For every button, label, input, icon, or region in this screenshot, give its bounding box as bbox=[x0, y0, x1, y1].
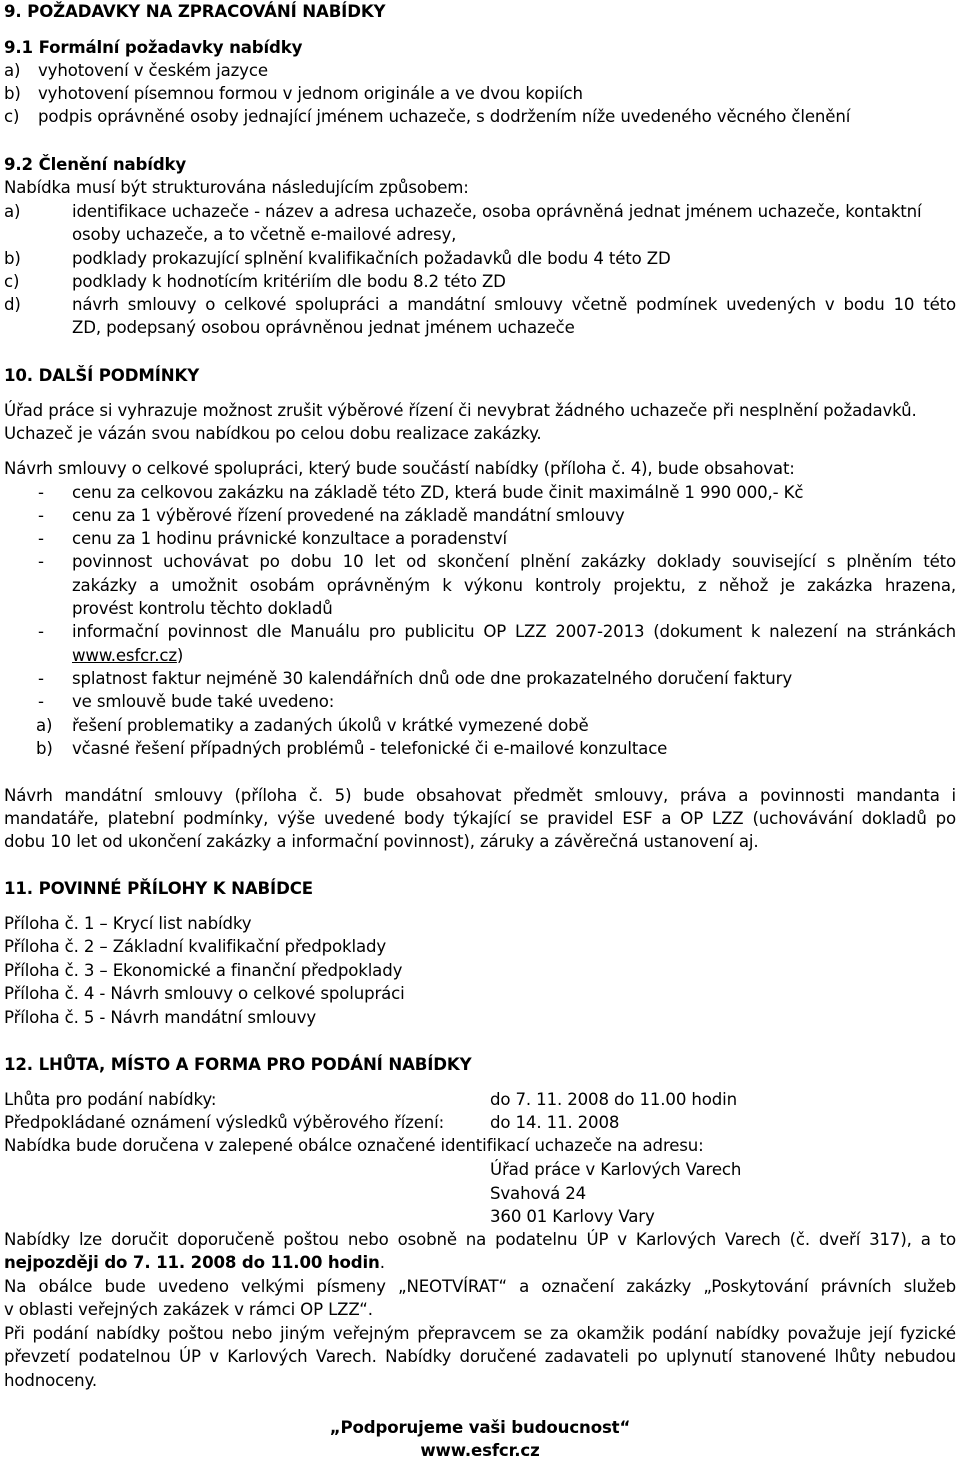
list-item-continuation: osoby uchazeče, a to včetně e-mailové adresy, bbox=[72, 225, 457, 244]
list-item-continuation: zakázky a umožnit osobám oprávněným k výkonu kontroly projektu, z něhož je zakázka hrazena, bbox=[72, 576, 956, 595]
section-12-heading: 12. LHŮTA, MÍSTO A FORMA PRO PODÁNÍ NABÍDKY bbox=[4, 1055, 472, 1074]
paragraph-line: Při podání nabídky poštou nebo jiným veřejným přepravcem se za okamžik podání nabídky považuje její fyzické bbox=[4, 1324, 956, 1343]
address-line: Úřad práce v Karlových Varech bbox=[490, 1160, 742, 1179]
list-item: identifikace uchazeče - název a adresa uchazeče, osoba oprávněná jednat jménem uchazeče, kontaktní bbox=[72, 202, 922, 221]
section-9-heading: 9. POŽADAVKY NA ZPRACOVÁNÍ NABÍDKY bbox=[4, 2, 386, 21]
list-marker: - bbox=[38, 506, 44, 525]
section-10-heading: 10. DALŠÍ PODMÍNKY bbox=[4, 366, 200, 385]
list-marker: a) bbox=[4, 202, 21, 221]
footer-url[interactable]: www.esfcr.cz bbox=[420, 1441, 540, 1460]
list-item: včasné řešení případných problémů - telefonické či e-mailové konzultace bbox=[72, 739, 668, 758]
paragraph-line: Návrh smlouvy o celkové spolupráci, který bude součástí nabídky (příloha č. 4), bude obsahovat: bbox=[4, 459, 795, 478]
paragraph-line: dobu 10 let od ukončení zakázky a informační povinnost), záruky a závěrečná ustanovení aj. bbox=[4, 832, 759, 851]
deadline-value: do 7. 11. 2008 do 11.00 hodin bbox=[490, 1090, 737, 1109]
results-value: do 14. 11. 2008 bbox=[490, 1113, 620, 1132]
deadline-emphasis: nejpozději do 7. 11. 2008 do 11.00 hodin bbox=[4, 1253, 380, 1272]
list-item: ve smlouvě bude také uvedeno: bbox=[72, 692, 335, 711]
attachment-item: Příloha č. 5 - Návrh mandátní smlouvy bbox=[4, 1008, 316, 1027]
list-item: cenu za 1 hodinu právnické konzultace a poradenství bbox=[72, 529, 507, 548]
attachment-item: Příloha č. 2 – Základní kvalifikační předpoklady bbox=[4, 937, 387, 956]
list-marker: - bbox=[38, 669, 44, 688]
list-marker: - bbox=[38, 483, 44, 502]
address-line: 360 01 Karlovy Vary bbox=[490, 1207, 655, 1226]
list-item-continuation bbox=[72, 646, 183, 666]
list-item: podpis oprávněné osoby jednající jménem uchazeče, s dodržením níže uvedeného věcného členění bbox=[38, 107, 851, 126]
paragraph-line: převzetí podatelnou ÚP v Karlových Varech. Nabídky doručené zadavateli po uplynutí stanovené lhůty nebudou bbox=[4, 1347, 956, 1366]
list-marker: c) bbox=[4, 272, 20, 291]
link-closing-paren: ) bbox=[176, 646, 184, 665]
list-item: návrh smlouvy o celkové spolupráci a mandátní smlouvy včetně podmínek uvedených v bodu 10 této bbox=[72, 295, 956, 314]
list-item: splatnost faktur nejméně 30 kalendářních dnů ode dne prokazatelného doručení faktury bbox=[72, 669, 792, 688]
list-item: vyhotovení písemnou formou v jednom originále a ve dvou kopiích bbox=[38, 84, 583, 103]
list-item: řešení problematiky a zadaných úkolů v krátké vymezené době bbox=[72, 716, 589, 735]
paragraph-line: Návrh mandátní smlouvy (příloha č. 5) bude obsahovat předmět smlouvy, práva a povinnosti mandanta i bbox=[4, 786, 956, 805]
paragraph-line: hodnoceny. bbox=[4, 1371, 97, 1390]
list-marker: b) bbox=[4, 249, 21, 268]
deadline-label: Lhůta pro podání nabídky: bbox=[4, 1090, 217, 1109]
list-item: cenu za celkovou zakázku na základě této ZD, která bude činit maximálně 1 990 000,- Kč bbox=[72, 483, 804, 502]
paragraph-line: Na obálce bude uvedeno velkými písmeny „NEOTVÍRAT“ a označení zakázky „Poskytování právních služeb bbox=[4, 1277, 956, 1296]
paragraph-line: Úřad práce si vyhrazuje možnost zrušit výběrové řízení či nevybrat žádného uchazeče při nesplnění požadavků. bbox=[4, 401, 917, 420]
paragraph-line: Nabídky lze doručit doporučeně poštou nebo osobně na podatelnu ÚP v Karlových Varech (č. dveří 317), a to bbox=[4, 1230, 956, 1249]
paragraph-line: mandatáře, platební podmínky, výše uvedené body týkající se pravidel ESF a OP LZZ (uchovávání dokladů po bbox=[4, 809, 956, 828]
section-9-2-heading: 9.2 Členění nabídky bbox=[4, 155, 187, 174]
paragraph-line: Uchazeč je vázán svou nabídkou po celou dobu realizace zakázky. bbox=[4, 424, 542, 443]
list-marker: - bbox=[38, 622, 44, 641]
list-item-continuation: ZD, podepsaný osobou oprávněnou jednat jménem uchazeče bbox=[72, 318, 575, 337]
section-9-1-heading: 9.1 Formální požadavky nabídky bbox=[4, 38, 303, 57]
results-label: Předpokládané oznámení výsledků výběrového řízení: bbox=[4, 1113, 445, 1132]
list-item: informační povinnost dle Manuálu pro publicitu OP LZZ 2007-2013 (dokument k nalezení na stránkách bbox=[72, 622, 956, 641]
address-line: Svahová 24 bbox=[490, 1184, 587, 1203]
list-marker: c) bbox=[4, 107, 20, 126]
list-marker: d) bbox=[4, 295, 21, 314]
list-item: cenu za 1 výběrové řízení provedené na základě mandátní smlouvy bbox=[72, 506, 625, 525]
list-item: podklady prokazující splnění kvalifikačních požadavků dle bodu 4 této ZD bbox=[72, 249, 671, 268]
paragraph-line: v oblasti veřejných zakázek v rámci OP LZZ“. bbox=[4, 1300, 373, 1319]
attachment-item: Příloha č. 1 – Krycí list nabídky bbox=[4, 914, 252, 933]
list-marker: - bbox=[38, 552, 44, 571]
footer-slogan: „Podporujeme vaši budoucnost“ bbox=[329, 1418, 631, 1437]
list-marker: b) bbox=[36, 739, 53, 758]
address-intro: Nabídka bude doručena v zalepené obálce označené identifikací uchazeče na adresu: bbox=[4, 1136, 704, 1155]
list-item: povinnost uchovávat po dobu 10 let od skončení plnění zakázky doklady související s plněním této bbox=[72, 552, 956, 571]
esfcr-link[interactable]: www.esfcr.cz bbox=[72, 646, 177, 665]
attachment-item: Příloha č. 4 - Návrh smlouvy o celkové spolupráci bbox=[4, 984, 405, 1003]
list-item: vyhotovení v českém jazyce bbox=[38, 61, 268, 80]
list-item: podklady k hodnotícím kritériím dle bodu 8.2 této ZD bbox=[72, 272, 506, 291]
list-marker: - bbox=[38, 692, 44, 711]
list-marker: b) bbox=[4, 84, 21, 103]
section-11-heading: 11. POVINNÉ PŘÍLOHY K NABÍDCE bbox=[4, 879, 313, 898]
list-marker: a) bbox=[36, 716, 53, 735]
paragraph-line: nejpozději do 7. 11. 2008 do 11.00 hodin. bbox=[4, 1253, 385, 1272]
list-item-continuation: provést kontrolu těchto dokladů bbox=[72, 599, 333, 618]
attachment-item: Příloha č. 3 – Ekonomické a finanční předpoklady bbox=[4, 961, 403, 980]
section-9-2-intro: Nabídka musí být strukturována následujícím způsobem: bbox=[4, 178, 469, 197]
list-marker: a) bbox=[4, 61, 21, 80]
list-marker: - bbox=[38, 529, 44, 548]
